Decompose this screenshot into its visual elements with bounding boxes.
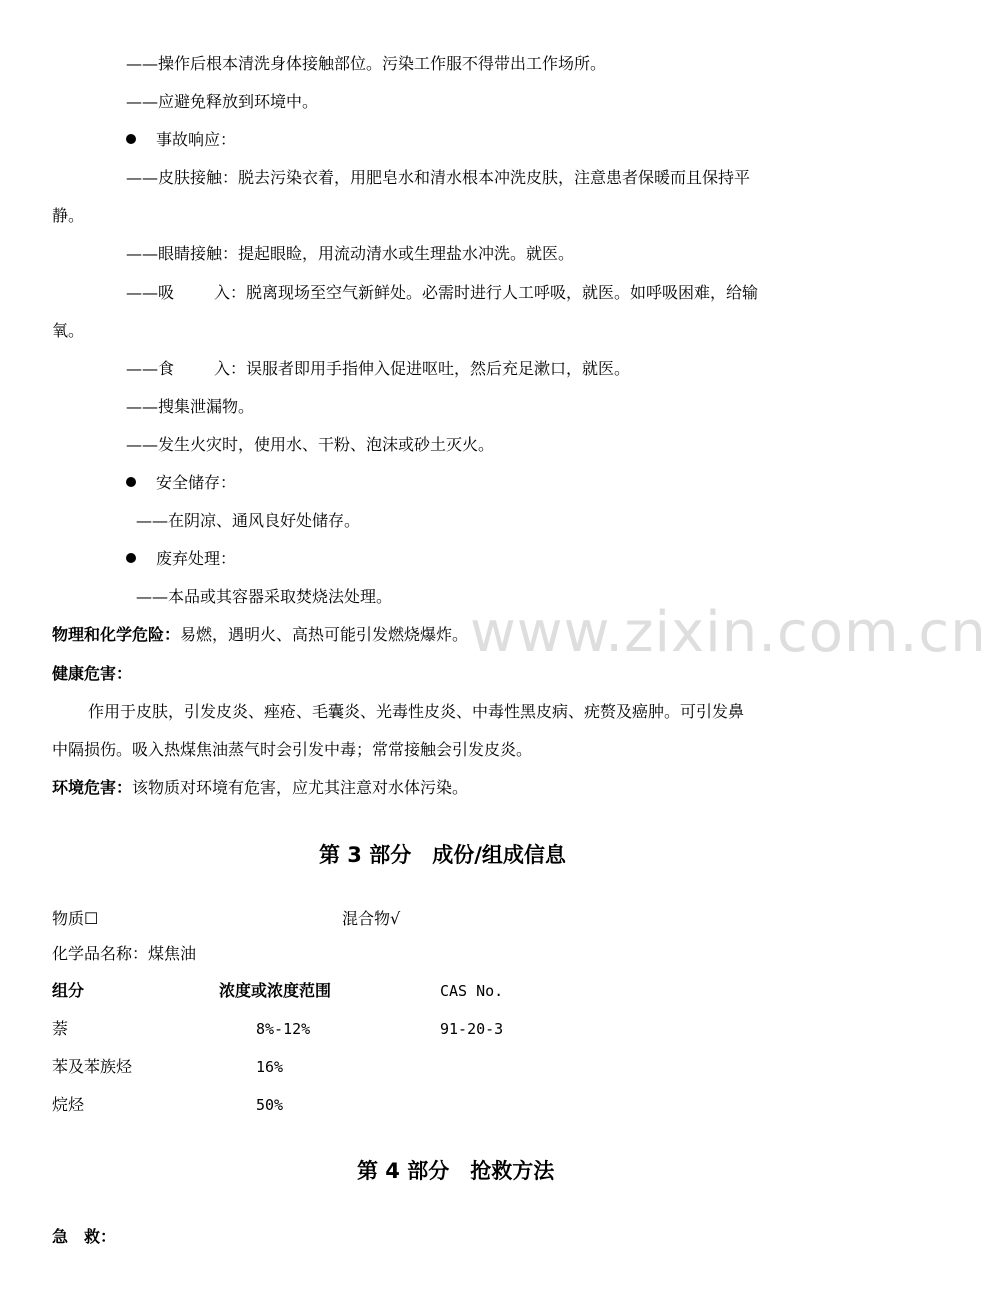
collect-leak-line: ——搜集泄漏物。 (126, 397, 255, 416)
bullet-icon (126, 553, 136, 563)
bullet-icon (126, 134, 136, 144)
table-cell-component: 萘 (52, 1019, 69, 1038)
safe-storage-label: 安全储存： (156, 473, 237, 492)
first-aid-label: 急 救： (52, 1227, 117, 1246)
skin-contact-line-cont: 静。 (52, 206, 85, 225)
environmental-hazard-text: 该物质对环境有危害，应尤其注意对水体污染。 (132, 778, 469, 797)
health-hazard-label: 健康危害： (52, 664, 133, 683)
avoid-release-line: ——应避免释放到环境中。 (126, 92, 319, 111)
inhalation-line-cont: 氧。 (52, 321, 85, 340)
ingestion-prefix: ——食 (126, 359, 175, 378)
table-cell-component: 苯及苯族烃 (52, 1057, 133, 1076)
disposal-text-line: ——本品或其容器采取焚烧法处理。 (136, 587, 393, 606)
eye-contact-line: ——眼睛接触：提起眼睑，用流动清水或生理盐水冲洗。就医。 (126, 244, 575, 263)
physical-chemical-hazard-text: 易燃，遇明火、高热可能引发燃烧爆炸。 (180, 625, 469, 644)
site-watermark: www.zixin.com.cn (470, 600, 987, 665)
disposal-heading (126, 549, 236, 569)
ingestion-line (126, 359, 630, 379)
physical-chemical-hazard-label: 物理和化学危险： (52, 625, 181, 644)
environmental-hazard-line (52, 778, 468, 798)
storage-text-line: ——在阴凉、通风良好处储存。 (136, 511, 361, 530)
table-cell-concentration: 16% (256, 1058, 284, 1076)
column-header-concentration: 浓度或浓度范围 (219, 981, 332, 1000)
section-4-title: 第 4 部分 抢救方法 (357, 1159, 555, 1183)
inhalation-line (126, 283, 758, 303)
chemical-name-line: 化学品名称：煤焦油 (52, 944, 197, 963)
accident-response-label: 事故响应： (156, 130, 237, 149)
table-cell-component: 烷烃 (52, 1095, 85, 1114)
table-cell-concentration: 50% (256, 1096, 284, 1114)
table-cell-concentration: 8%-12% (256, 1020, 311, 1038)
column-header-component: 组分 (52, 981, 85, 1000)
fire-line: ——发生火灾时，使用水、干粉、泡沫或砂土灭火。 (126, 435, 495, 454)
environmental-hazard-label: 环境危害： (52, 778, 133, 797)
health-hazard-text-line: 作用于皮肤，引发皮炎、痤疮、毛囊炎、光毒性皮炎、中毒性黑皮病、疣赘及癌肿。可引发鼻 (88, 702, 745, 721)
mixture-option: 混合物√ (342, 909, 401, 928)
disposal-label: 废弃处理： (156, 549, 237, 568)
skin-contact-line: ——皮肤接触：脱去污染衣着，用肥皂水和清水根本冲洗皮肤，注意患者保暖而且保持平 (126, 168, 751, 187)
accident-response-heading (126, 130, 236, 150)
inhalation-text: 入：脱离现场至空气新鲜处。必需时进行人工呼吸，就医。如呼吸困难，给输 (214, 283, 759, 302)
column-header-cas: CAS No. (440, 982, 504, 1000)
section-3-title: 第 3 部分 成份/组成信息 (319, 843, 566, 867)
health-hazard-text-line-cont: 中隔损伤。吸入热煤焦油蒸气时会引发中毒；常常接触会引发皮炎。 (52, 740, 533, 759)
bullet-icon (126, 477, 136, 487)
table-cell-cas: 91-20-3 (440, 1020, 504, 1038)
substance-option: 物质☐ (52, 909, 99, 928)
physical-chemical-hazard-line (52, 625, 468, 645)
ingestion-text: 入：误服者即用手指伸入促进呕吐，然后充足漱口，就医。 (214, 359, 631, 378)
safe-storage-heading (126, 473, 236, 493)
wash-after-handling-line: ——操作后根本清洗身体接触部位。污染工作服不得带出工作场所。 (126, 54, 607, 73)
inhalation-prefix: ——吸 (126, 283, 175, 302)
